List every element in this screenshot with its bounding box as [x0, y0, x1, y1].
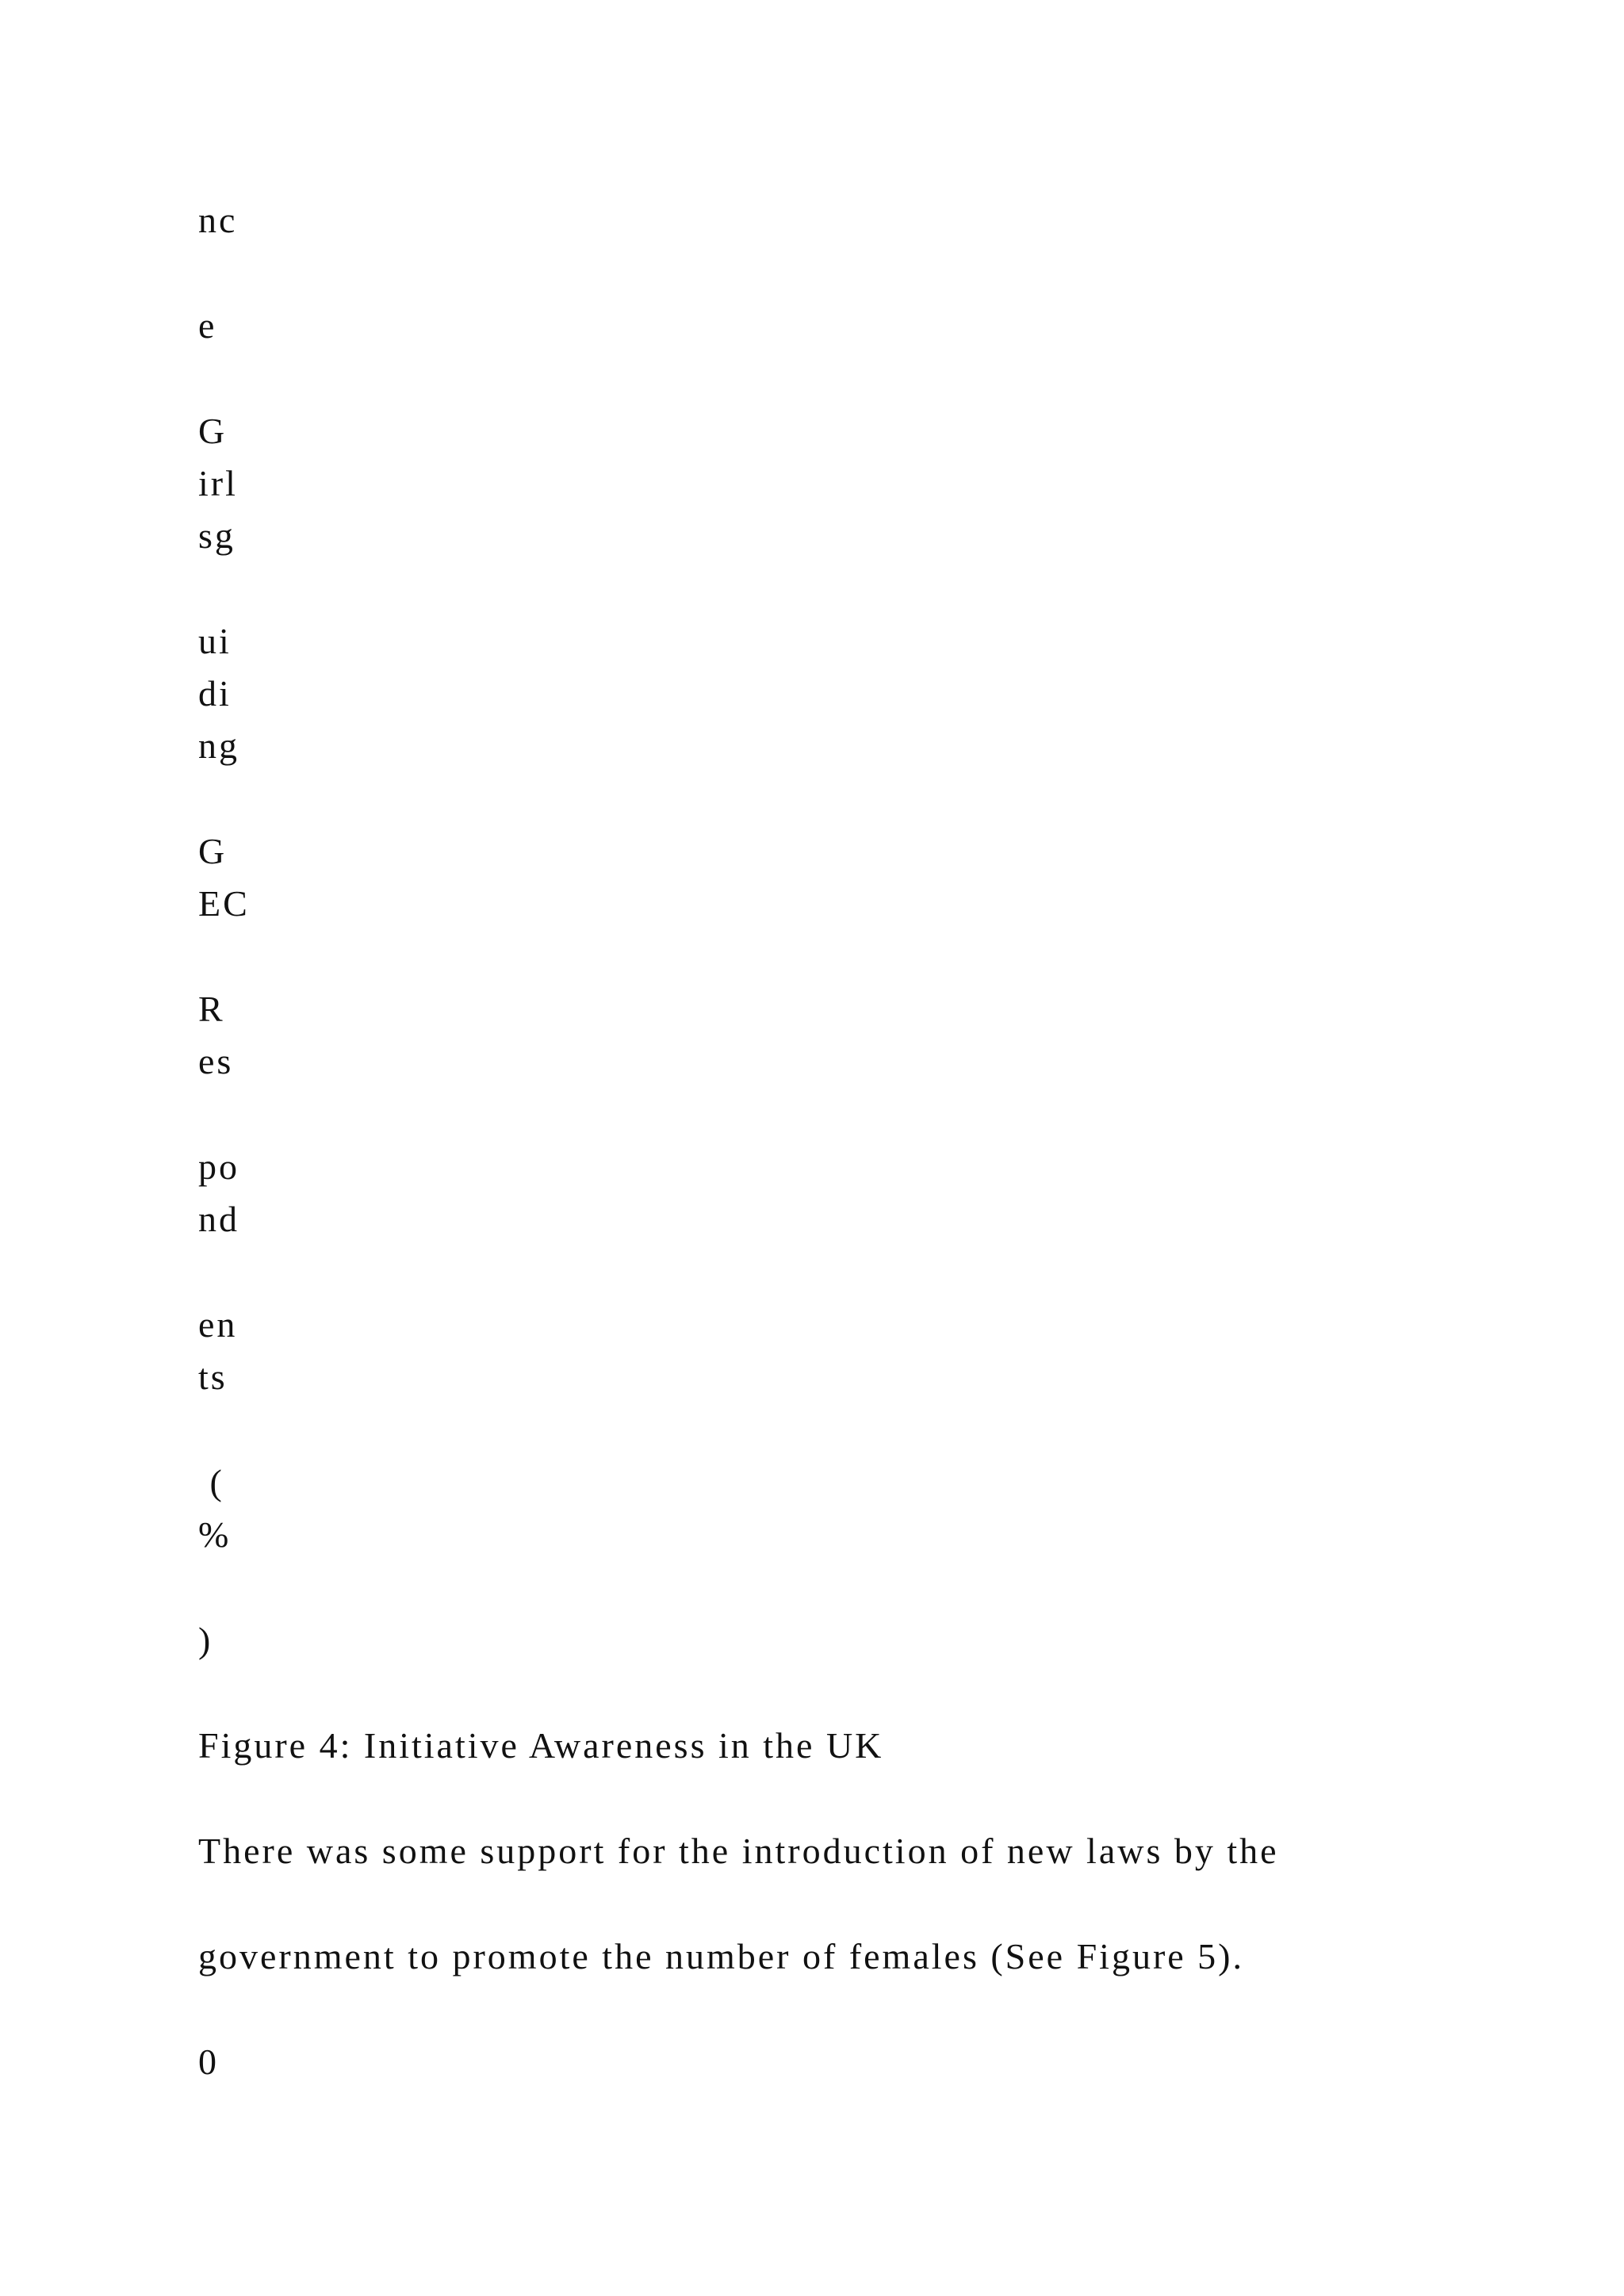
axis-label-fragment-3: G [198, 411, 228, 451]
axis-label-fragment-19: ) [198, 1620, 213, 1660]
axis-zero-label: 0 [198, 2042, 219, 2082]
axis-label-fragment-7: di [198, 673, 232, 714]
axis-label-fragment-18: % [198, 1514, 232, 1555]
figure-caption: Figure 4: Initiative Awareness in the UK [198, 1725, 884, 1766]
axis-label-fragment-8: ng [198, 725, 239, 766]
axis-label-fragment-5: sg [198, 515, 236, 556]
axis-label-fragment-9: G [198, 831, 228, 871]
axis-label-fragment-14: nd [198, 1199, 239, 1239]
axis-label-fragment-2: e [198, 305, 217, 346]
axis-label-fragment-17: ( [198, 1462, 224, 1502]
axis-label-fragment-4: irl [198, 463, 238, 503]
axis-label-fragment-6: ui [198, 621, 232, 661]
axis-label-fragment-11: R [198, 989, 225, 1029]
axis-label-fragment-10: EC [198, 883, 250, 924]
axis-label-fragment-12: es [198, 1041, 234, 1081]
axis-label-fragment-16: ts [198, 1357, 228, 1397]
axis-label-fragment-13: po [198, 1146, 239, 1187]
paragraph-line-2: government to promote the number of females (See Figure 5). [198, 1936, 1245, 1976]
paragraph-line-1: There was some support for the introduction of new laws by the [198, 1831, 1279, 1871]
axis-label-fragment-15: en [198, 1304, 238, 1345]
axis-label-fragment-1: nc [198, 200, 238, 240]
